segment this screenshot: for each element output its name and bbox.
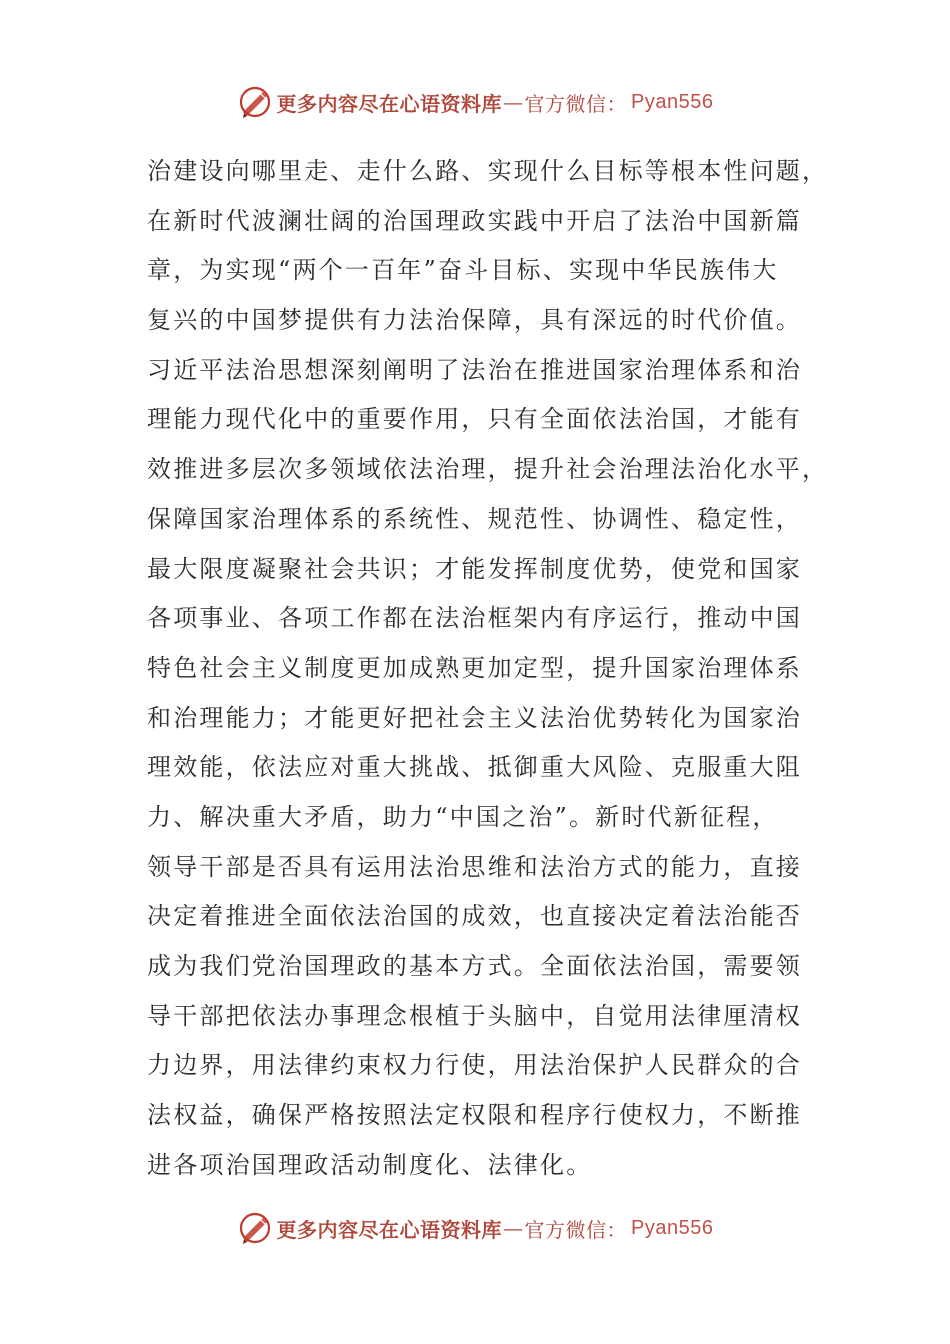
footer-site-title: 更多内容尽在心语资料库 [276,1217,503,1242]
pen-logo-icon [237,1210,273,1246]
body-line: 理效能，依法应对重大挑战、抵御重大风险、克服重大阻 [147,753,802,782]
body-line: 法权益，确保严格按照法定权限和程序行使权力，不断推 [147,1101,802,1130]
footer-wechat-account: Pyan556 [631,1216,714,1239]
body-line: 决定着推进全面依法治国的成效，也直接决定着法治能否 [147,902,802,931]
body-line: 治建设向哪里走、走什么路、实现什么目标等根本性问题， [147,157,829,185]
body-line: 效推进多层次多领域依法治理，提升社会治理法治化水平， [147,455,829,484]
document-body [147,147,829,1190]
header-banner [0,82,950,122]
body-line: 领导干部是否具有运用法治思维和法治方式的能力，直接 [147,852,802,881]
body-line: 习近平法治思想深刻阐明了法治在推进国家治理体系和治 [147,355,802,384]
footer-dash: — [503,1216,524,1240]
body-line: 和治理能力；才能更好把社会主义法治优势转化为国家治 [147,703,802,732]
body-line: 导干部把依法办事理念根植于头脑中，自觉用法律厘清权 [147,1001,802,1030]
body-line: 章，为实现“两个一百年”奋斗目标、实现中华民族伟大 [147,256,779,285]
body-line: 力、解决重大矛盾，助力“中国之治”。新时代新征程， [147,802,779,831]
header-wechat-label: 官方微信： [524,91,628,116]
body-line: 各项事业、各项工作都在法治框架内有序运行，推动中国 [147,604,802,633]
body-line: 成为我们党治国理政的基本方式。全面依法治国，需要领 [147,952,802,980]
body-line: 最大限度凝聚社会共识；才能发挥制度优势，使党和国家 [147,554,802,583]
body-line: 复兴的中国梦提供有力法治保障，具有深远的时代价值。 [147,306,802,335]
footer-banner [0,1208,950,1248]
body-line: 特色社会主义制度更加成熟更加定型，提升国家治理体系 [147,653,802,682]
header-dash: — [503,90,524,114]
header-wechat-account: Pyan556 [631,90,714,113]
body-line: 进各项治国理政活动制度化、法律化。 [147,1150,593,1179]
body-line: 力边界，用法律约束权力行使，用法治保护人民群众的合 [147,1051,802,1080]
body-line: 保障国家治理体系的系统性、规范性、协调性、稳定性， [147,504,802,533]
body-line: 理能力现代化中的重要作用，只有全面依法治国，才能有 [147,405,802,434]
header-site-title: 更多内容尽在心语资料库 [276,91,503,116]
footer-wechat-label: 官方微信： [524,1217,628,1242]
pen-logo-icon [237,84,273,120]
body-line: 在新时代波澜壮阔的治国理政实践中开启了法治中国新篇 [147,206,802,235]
